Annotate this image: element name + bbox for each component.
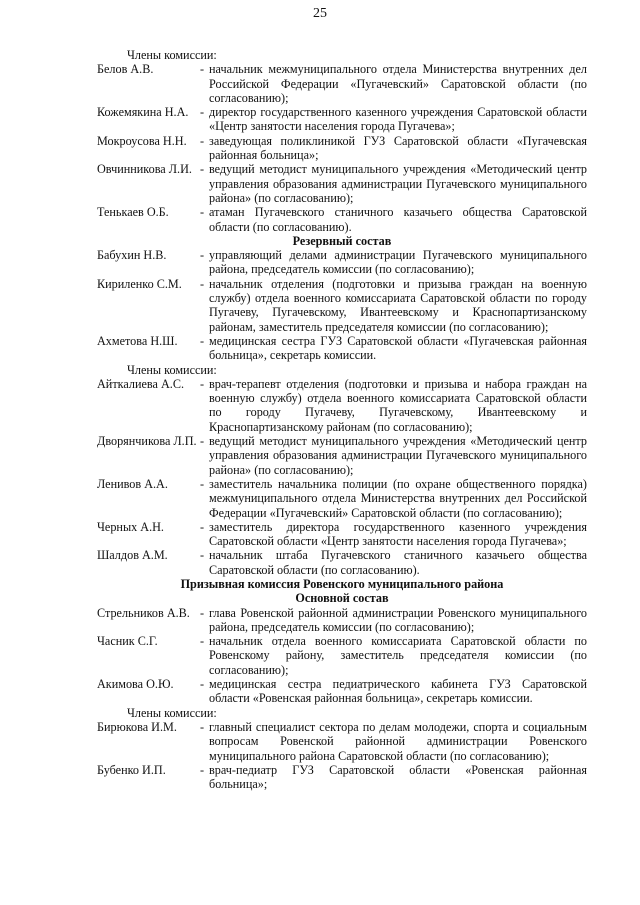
dash: - (199, 519, 205, 534)
member-name: Бабухин Н.В. (97, 248, 167, 263)
member-name: Тенькаев О.Б. (97, 205, 169, 220)
member-entry (97, 548, 587, 577)
member-name: Айткалиева А.С. (97, 376, 184, 391)
dash: - (199, 548, 205, 563)
member-entry (97, 205, 587, 234)
member-name: Овчинникова Л.И. (97, 162, 192, 177)
member-name: Мокроусова Н.Н. (97, 133, 187, 148)
commission-heading: Призывная комиссия Ровенского муниципального района (180, 576, 504, 591)
member-position: заместитель директора государственного казенного учреждения Саратовской области «Центр занятости населения города Пугачева»; (209, 519, 587, 549)
dash: - (199, 162, 205, 177)
member-entry (97, 520, 587, 549)
page-number: 25 (313, 6, 327, 21)
dash: - (199, 248, 205, 263)
member-entry (97, 720, 587, 763)
member-position: заместитель начальника полиции (по охране общественного порядка) межмуниципального отдела Министерства внутренних дел Российской Федерации «Пугачевский» Саратовской области (по согласованию); (209, 476, 587, 520)
dash: - (199, 476, 205, 491)
member-name: Черных А.Н. (97, 519, 164, 534)
member-position: врач-терапевт отделения (подготовки и призыва и набора граждан на военную службу) отдела военного комиссариата Саратовской области по городу Пугачеву, Пугачевскому, Ивантеевскому и Краснопартизанскому районам (по согласованию); (209, 376, 587, 434)
member-position: начальник штаба Пугачевского станичного казачьего общества Саратовской области (по согласованию). (209, 548, 587, 577)
member-position: главный специалист сектора по делам молодежи, спорта и социальным вопросам Ровенской районной администрации Ровенского муниципального района Саратовской области (по согласованию); (209, 719, 587, 763)
section-subheading: Основной состав (295, 591, 389, 606)
member-position: директор государственного казенного учреждения Саратовской области «Центр занятости населения города Пугачева»; (209, 105, 587, 134)
member-entry (97, 162, 587, 205)
dash: - (199, 762, 205, 777)
member-entry (97, 248, 587, 277)
member-position: ведущий методист муниципального учреждения «Методический центр управления образования администрации Пугачевского муниципального района» (по согласованию); (209, 434, 587, 477)
member-name: Шалдов А.М. (97, 548, 168, 563)
member-position: ведущий методист муниципального учреждения «Методический центр управления образования администрации Пугачевского муниципального района» (по согласованию); (209, 162, 587, 205)
member-entry (97, 277, 587, 334)
document-body (97, 48, 587, 791)
dash: - (199, 276, 205, 291)
dash: - (199, 434, 205, 449)
member-entry (97, 677, 587, 706)
member-name: Кожемякина Н.А. (97, 105, 189, 120)
member-name: Кириленко С.М. (97, 276, 182, 291)
members-label: Члены комиссии: (127, 362, 217, 377)
member-entry (97, 434, 587, 477)
dash: - (199, 719, 205, 734)
member-name: Акимова О.Ю. (97, 677, 174, 692)
member-name: Стрельников А.В. (97, 605, 190, 620)
dash: - (199, 333, 205, 348)
member-entry (97, 334, 587, 363)
section-heading: Резервный состав (292, 233, 392, 248)
dash: - (199, 376, 205, 391)
member-entry (97, 105, 587, 134)
member-entry (97, 634, 587, 677)
member-position: заведующая поликлиникой ГУЗ Саратовской области «Пугачевская районная больница»; (209, 133, 587, 163)
member-name: Ленивов А.А. (97, 476, 168, 491)
dash: - (199, 205, 205, 220)
member-name: Часник С.Г. (97, 634, 158, 649)
dash: - (199, 677, 205, 692)
member-name: Бирюкова И.М. (97, 719, 177, 734)
member-entry (97, 134, 587, 163)
dash: - (199, 62, 205, 77)
member-position: начальник отделения (подготовки и призыва граждан на военную службу) отдела военного комиссариата Саратовской области по городу Пугачеву, Пугачевскому, Ивантеевскому и Краснопартизанскому районам, заместитель председателя комиссии (по согласованию); (209, 276, 587, 334)
member-position: начальник межмуниципального отдела Министерства внутренних дел Российской Федерации «Пугачевский» Саратовской области (по согласованию); (209, 62, 587, 105)
member-position: медицинская сестра педиатрического кабинета ГУЗ Саратовской области «Ровенская районная больница», секретарь комиссии. (209, 677, 587, 706)
members-label: Члены комиссии: (127, 48, 217, 62)
member-position: глава Ровенской районной администрации Ровенского муниципального района, председатель комиссии (по согласованию); (209, 605, 587, 634)
dash: - (199, 133, 205, 148)
member-entry (97, 477, 587, 520)
member-entry (97, 377, 587, 434)
member-position: медицинская сестра ГУЗ Саратовской области «Пугачевская районная больница», секретарь комиссии. (209, 333, 587, 363)
member-name: Белов А.В. (97, 62, 154, 77)
member-position: атаман Пугачевского станичного казачьего общества Саратовской области (по согласованию). (209, 205, 587, 234)
member-position: начальник отдела военного комиссариата Саратовской области по Ровенскому району, заместитель председателя комиссии (по согласованию); (209, 634, 587, 677)
member-name: Ахметова Н.Ш. (97, 333, 178, 348)
members-label: Члены комиссии: (127, 705, 217, 720)
member-name: Бубенко И.П. (97, 762, 166, 777)
dash: - (199, 105, 205, 120)
member-name: Дворянчикова Л.П. (97, 434, 197, 449)
member-position: управляющий делами администрации Пугачевского муниципального района, председатель комиссии (по согласованию); (209, 248, 587, 277)
member-entry (97, 763, 587, 792)
member-position: врач-педиатр ГУЗ Саратовской области «Ровенская районная больница»; (209, 762, 587, 792)
member-entry (97, 62, 587, 105)
member-entry (97, 606, 587, 635)
dash: - (199, 634, 205, 649)
dash: - (199, 605, 205, 620)
